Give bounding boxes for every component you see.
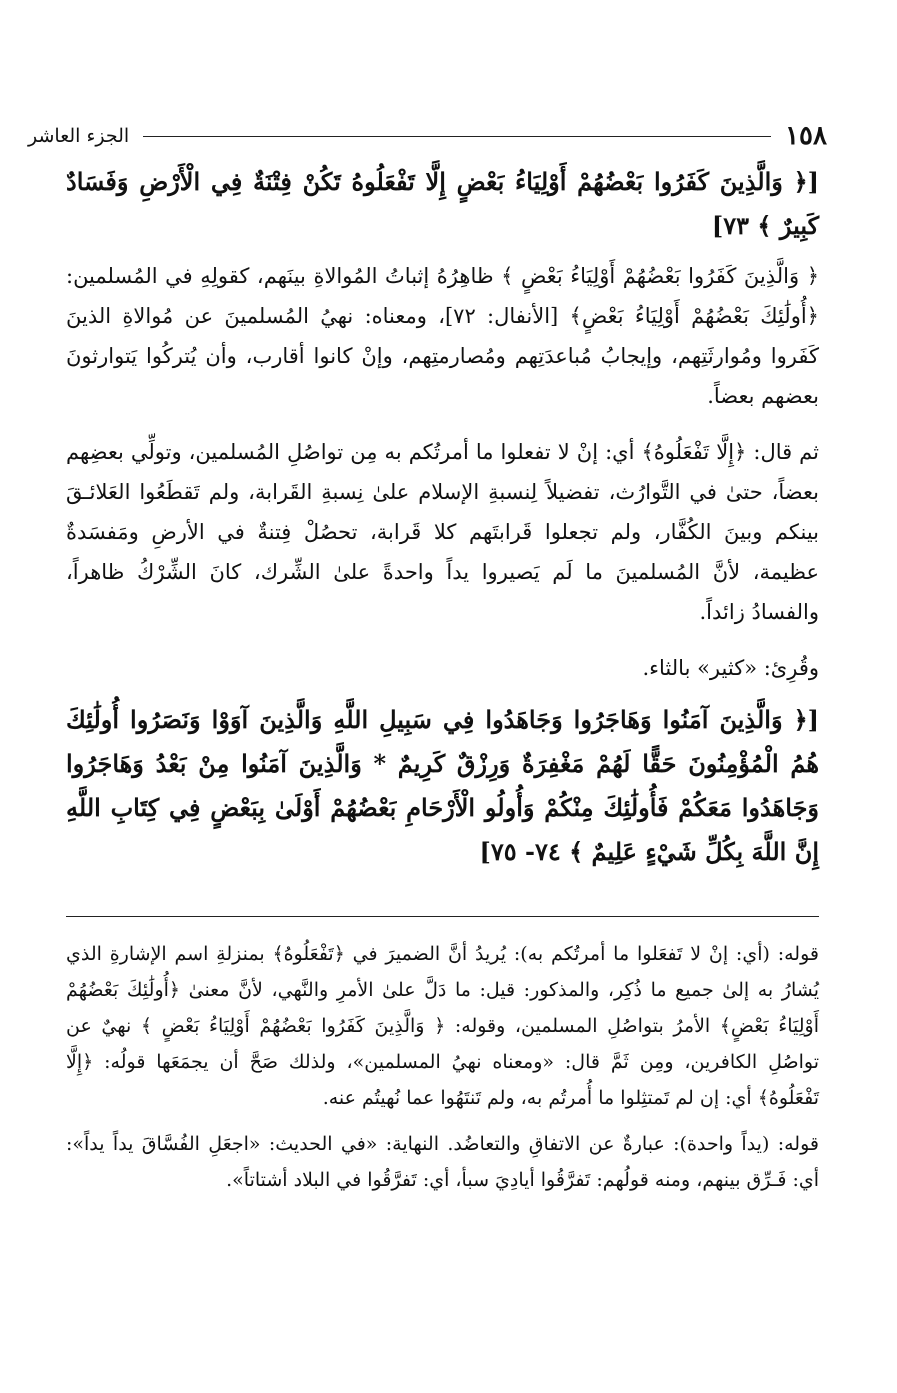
reading-variant: وقُرِئ: «كثير» بالثاء. <box>642 656 819 680</box>
main-text <box>66 160 819 882</box>
page-number: ١٥٨ <box>785 121 827 151</box>
commentary-paragraph-1: ﴿ وَالَّذِينَ كَفَرُوا بَعْضُهُمْ أَوْلِيَاءُ بَعْضٍ ﴾ ظاهِرُهُ إثباتُ المُوالاةِ بينَهم، كقولِهِ في المُسلمين: ﴿أُولَٰئِكَ بَعْضُهُمْ أَوْلِيَاءُ بَعْضٍ﴾ [الأنفال: ٧٢]، ومعناه: نهيُ المُسلمينَ عن مُوالاةِ الذينَ كَفَروا ومُوارثَتِهم، وإيجابُ مُباعدَتِهم ومُصارمتِهم، وإنْ كانوا أقارب، وأن يُتركُوا يَتوارثونَ بعضهم بعضاً. <box>66 264 819 408</box>
footnote-separator <box>66 916 819 917</box>
footnotes <box>66 936 819 1208</box>
verses-74-75: [﴿ وَالَّذِينَ آمَنُوا وَهَاجَرُوا وَجَاهَدُوا فِي سَبِيلِ اللَّهِ وَالَّذِينَ آوَوْا وَنَصَرُوا أُولَٰئِكَ هُمُ الْمُؤْمِنُونَ حَقًّا لَهُمْ مَغْفِرَةٌ وَرِزْقٌ كَرِيمٌ * وَالَّذِينَ آمَنُوا مِنْ بَعْدُ وَهَاجَرُوا وَجَاهَدُوا مَعَكُمْ فَأُولَٰئِكَ مِنْكُمْ وَأُولُو الْأَرْحَامِ بَعْضُهُمْ أَوْلَىٰ بِبَعْضٍ فِي كِتَابِ اللَّهِ إِنَّ اللَّهَ بِكُلِّ شَيْءٍ عَلِيمٌ ﴾ ٧٤- ٧٥] <box>66 705 819 866</box>
part-title: الجزء العاشر <box>28 125 130 147</box>
header-rule <box>143 136 771 137</box>
commentary-paragraph-2: ثم قال: ﴿إِلَّا تَفْعَلُوهُ﴾ أي: إنْ لا تفعلوا ما أمرتُكم به مِن تواصُلِ المُسلمين، وتولِّي بعضِهم بعضاً، حتىٰ في التَّوارُث، تفضيلاً لِنسبةِ الإسلام علىٰ نِسبةِ القَرابة، ولم تَقطَعُوا العَلائـقَ بينكم وبينَ الكُفَّار، ولم تجعلوا قَرابتَهم كلا قَرابة، تحصُلْ فِتنةٌ في الأرضِ ومَفسَدةٌ عظيمة، لأنَّ المُسلمينَ ما لَم يَصيروا يداً واحدةً علىٰ الشِّرك، كانَ الشِّرْكُ ظاهراً، والفسادُ زائداً. <box>66 440 819 624</box>
page-header <box>28 118 827 154</box>
footnote-1: قوله: (أي: إنْ لا تَفعَلوا ما أمرتُكم به): يُريدُ أنَّ الضميرَ في ﴿تَفْعَلُوهُ﴾ بمنزلةِ اسم الإشارةِ الذي يُشارُ به إلىٰ جميع ما ذُكِر، والمذكور: قيل: ما دَلَّ علىٰ الأمرِ والنَّهي، لأنَّ معنىٰ ﴿أُولَٰئِكَ بَعْضُهُمْ أَوْلِيَاءُ بَعْضٍ﴾ الأمرُ بتواصُلِ المسلمين، وقوله: ﴿ وَالَّذِينَ كَفَرُوا بَعْضُهُمْ أَوْلِيَاءُ بَعْضٍ ﴾ نهيٌ عن تواصُلِ الكافرين، ومِن ثَمَّ قال: «ومعناه نهيُ المسلمين»، ولذلك صَحَّ أن يجمَعَها قولُه: ﴿إِلَّا تَفْعَلُوهُ﴾ أي: إن لم تَمتثِلوا ما أُمرتُم به، ولم تَنتَهُوا عما نُهيتُم عنه. <box>66 943 819 1109</box>
footnote-2: قوله: (يداً واحدة): عبارةٌ عن الاتفاقِ والتعاضُد. النهاية: «في الحديث: «اجعَلِ الفُسَّاقَ يداً يداً»: أي: فَـرِّق بينهم، ومنه قولُهم: تَفرَّقُوا أيادِيَ سبأ، أي: تَفرَّقُوا في البلاد أشتاتاً». <box>66 1133 819 1191</box>
verse-73: [﴿ وَالَّذِينَ كَفَرُوا بَعْضُهُمْ أَوْلِيَاءُ بَعْضٍ إِلَّا تَفْعَلُوهُ تَكُنْ فِتْنَةٌ فِي الْأَرْضِ وَفَسَادٌ كَبِيرٌ ﴾ ٧٣] <box>66 167 819 240</box>
